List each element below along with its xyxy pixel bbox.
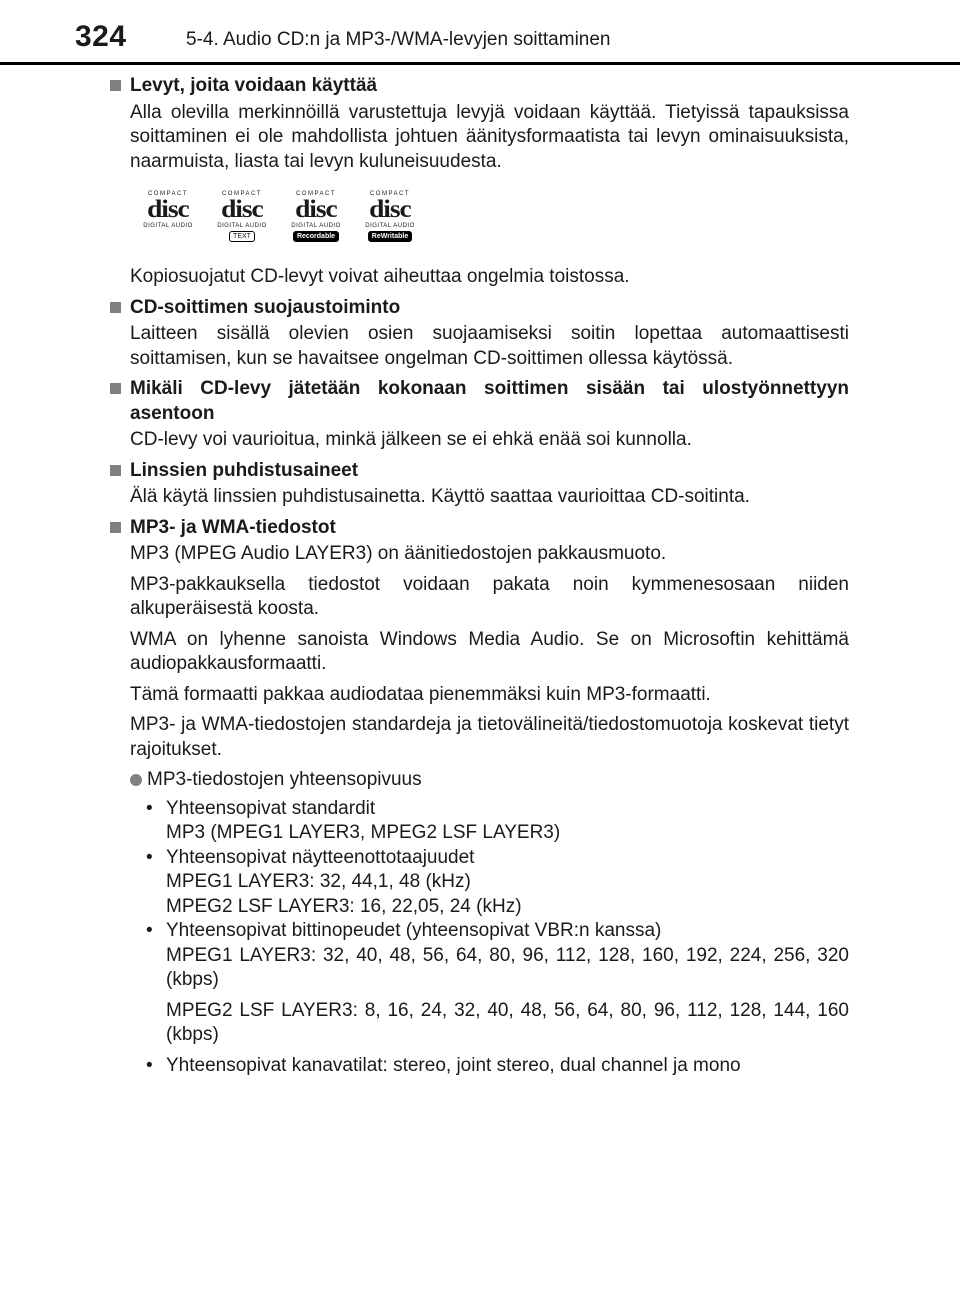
section-square-icon [110,302,121,313]
section-square-icon [110,383,121,394]
bullet-icon: • [146,797,153,819]
section-paragraph: CD-levy voi vaurioitua, minkä jälkeen se ei ehkä enää soi kunnolla. [130,429,692,450]
list-item-detail: MPEG2 LSF LAYER3: 16, 22,05, 24 (kHz) [166,895,522,917]
compact-disc-rewritable-logo: COMPACT disc DIGITAL AUDIO ReWritable [365,191,415,240]
list-item: • Yhteensopivat standardit [109,797,849,822]
list-item: • Yhteensopivat näytteenottotaajuudet [109,846,849,871]
section-paragraph: Alla olevilla merkinnöillä varustettuja levyjä voidaan käyttää. Tietyissä tapauksissa soittaminen ei ole mahdollista johtuen äänitysformaatista tai levyn ominaisuuksista, naarmuista, liasta tai levyn kuluneisuudesta. [130,101,849,172]
section-title-lens-cleaners: Linssien puhdistusaineet [109,459,849,484]
circle-bullet-icon [130,774,142,786]
section-paragraph: MP3-pakkauksella tiedostot voidaan pakata noin kymmenesosaan niiden alkuperäisestä koosta. [130,573,849,619]
compact-disc-logo: COMPACT disc DIGITAL AUDIO [143,191,193,229]
list-item-detail: MPEG1 LAYER3: 32, 44,1, 48 (kHz) [166,871,471,892]
list-item-detail: MP3 (MPEG1 LAYER3, MPEG2 LSF LAYER3) [166,822,561,843]
section-paragraph: Älä käytä linssien puhdistusainetta. Käyttö saattaa vaurioittaa CD-soitinta. [130,486,750,507]
section-paragraph: MP3- ja WMA-tiedostojen standardeja ja tietovälineitä/tiedostomuotoja koskevat tietyt rajoitukset. [130,714,849,760]
subsection-title-mp3-compat: MP3-tiedostojen yhteensopivuus [109,768,849,793]
section-paragraph: Laitteen sisällä olevien osien suojaamiseksi soitin lopettaa automaattisesti soittamisen, kun se havaitsee ongelman CD-soittimen ollessa käytössä. [130,323,849,369]
page-number: 324 [75,20,127,53]
disc-logos [109,191,849,251]
header-title: 5-4. Audio CD:n ja MP3-/WMA-levyjen soittaminen [186,29,611,50]
bullet-icon: • [146,846,153,868]
compact-disc-recordable-logo: COMPACT disc DIGITAL AUDIO Recordable [291,191,341,240]
section-paragraph: Tämä formaatti pakkaa audiodataa pienemmäksi kuin MP3-formaatti. [130,683,711,705]
section-title-disc-left-inside: Mikäli CD-levy jätetään kokonaan soittimen sisään tai ulostyönnettyyn asentoon [109,377,849,426]
section-paragraph: MP3 (MPEG Audio LAYER3) on äänitiedostojen pakkausmuoto. [130,543,667,564]
section-square-icon [110,522,121,533]
bullet-icon: • [146,1054,153,1076]
compact-disc-text-logo: COMPACT disc DIGITAL AUDIO TEXT [217,191,267,240]
page-content [109,70,849,1078]
section-paragraph: Kopiosuojatut CD-levyt voivat aiheuttaa ongelmia toistossa. [130,266,630,287]
section-title-usable-discs: Levyt, joita voidaan käyttää [109,74,849,99]
list-item: • Yhteensopivat kanavatilat: stereo, joint stereo, dual channel ja mono [109,1054,849,1079]
list-item-detail: MPEG1 LAYER3: 32, 40, 48, 56, 64, 80, 96, 112, 128, 160, 192, 224, 256, 320 (kbps) [166,944,849,990]
header-rule [0,62,960,65]
section-title-protection: CD-soittimen suojaustoiminto [109,296,849,321]
section-paragraph: WMA on lyhenne sanoista Windows Media Audio. Se on Microsoftin kehittämä audiopakkausformaatti. [130,628,849,674]
list-item: • Yhteensopivat bittinopeudet (yhteensopivat VBR:n kanssa) [109,919,849,944]
section-square-icon [110,80,121,91]
bullet-icon: • [146,920,153,941]
section-title-mp3-wma: MP3- ja WMA-tiedostot [109,516,849,541]
list-item-detail: MPEG2 LSF LAYER3: 8, 16, 24, 32, 40, 48, 56, 64, 80, 96, 112, 128, 144, 160 (kbps) [166,999,849,1045]
section-square-icon [110,465,121,476]
